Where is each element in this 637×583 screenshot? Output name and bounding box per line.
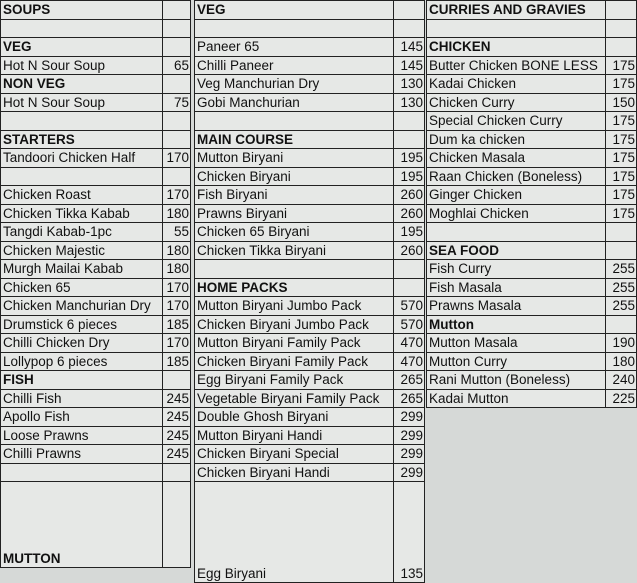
item-price: 240 [606,371,637,390]
menu-item-row [427,75,637,94]
item-price: 130 [394,93,425,112]
menu-table-2 [194,0,425,583]
item-price: 195 [394,149,425,168]
item-name: Double Ghosh Biryani [195,408,394,427]
item-name: Mutton Curry [427,352,606,371]
section-title: VEG [1,38,163,57]
menu-item-row [195,241,425,260]
item-name: Mutton Biryani Handi [195,426,394,445]
item-name: Tangdi Kabab-1pc [1,223,163,242]
section-header-row [1,75,191,94]
item-price [163,167,191,186]
item-name: Mutton Biryani Jumbo Pack [195,297,394,316]
section-header-row [427,315,637,334]
item-price: 175 [606,56,637,75]
item-price: 150 [606,93,637,112]
menu-item-row [1,445,191,464]
item-name: Dum ka chicken [427,130,606,149]
item-name: Prawns Masala [427,297,606,316]
item-name: Mutton Biryani Family Pack [195,334,394,353]
menu-item-row [1,334,191,353]
menu-item-row [427,260,637,279]
item-name: Fish Biryani [195,186,394,205]
menu-item-row [195,186,425,205]
item-price: 299 [394,426,425,445]
item-name: Chilli Paneer [195,56,394,75]
item-price: 245 [163,445,191,464]
blank-row [195,19,425,38]
section-title: VEG [195,1,394,20]
section-header-row [427,241,637,260]
menu-item-row [427,334,637,353]
item-price: 299 [394,408,425,427]
section-header-row [1,482,191,568]
item-price [163,19,191,38]
blank-row [1,463,191,482]
section-header-row [427,38,637,57]
menu-item-row [195,426,425,445]
item-price [163,130,191,149]
menu-item-row [195,389,425,408]
item-price [163,75,191,94]
section-title: HOME PACKS [195,278,394,297]
item-price: 175 [606,130,637,149]
item-name: Chicken Biryani Special [195,445,394,464]
item-name: Chicken Masala [427,149,606,168]
menu-item-row [1,352,191,371]
item-name: Rani Mutton (Boneless) [427,371,606,390]
menu-item-row [427,278,637,297]
item-name [1,19,163,38]
item-name: Fish Curry [427,260,606,279]
item-price: 180 [163,204,191,223]
item-name: Vegetable Biryani Family Pack [195,389,394,408]
item-name: Chicken Manchurian Dry [1,297,163,316]
item-name: Chicken 65 [1,278,163,297]
item-price: 180 [163,241,191,260]
menu-item-row [195,149,425,168]
menu-item-row [195,334,425,353]
menu-item-row [195,371,425,390]
menu-item-row [195,93,425,112]
item-price: 175 [606,149,637,168]
item-price: 195 [394,167,425,186]
item-price: 185 [163,315,191,334]
menu-item-row [195,223,425,242]
item-price: 175 [606,186,637,205]
item-price: 299 [394,445,425,464]
item-price [606,241,637,260]
menu-column-2 [194,0,425,583]
menu-item-row [427,130,637,149]
menu-item-row [427,371,637,390]
menu-item-row [1,260,191,279]
section-title: CURRIES AND GRAVIES [427,1,606,20]
section-title: SEA FOOD [427,241,606,260]
item-name: Tandoori Chicken Half [1,149,163,168]
item-name: Gobi Manchurian [195,93,394,112]
menu-item-row [195,315,425,334]
menu-table-1 [0,0,191,568]
menu-item-row [195,38,425,57]
item-name: Mutton Masala [427,334,606,353]
section-header-row [195,278,425,297]
item-price: 130 [394,75,425,94]
item-price: 65 [163,56,191,75]
item-name [195,260,394,279]
item-price [606,1,637,20]
menu-item-row [427,186,637,205]
item-price [163,463,191,482]
item-price: 245 [163,426,191,445]
blank-row [195,260,425,279]
item-name: Chicken Biryani Family Pack [195,352,394,371]
menu-item-row [1,278,191,297]
item-price: 170 [163,278,191,297]
item-price: 145 [394,56,425,75]
item-price: 255 [606,297,637,316]
menu-item-row [195,463,425,482]
item-price: 245 [163,408,191,427]
item-price: 225 [606,389,637,408]
item-name: Chilli Chicken Dry [1,334,163,353]
item-price: 170 [163,297,191,316]
menu-item-row [1,223,191,242]
item-name: Chicken Majestic [1,241,163,260]
item-name: Mutton Biryani [195,149,394,168]
item-price: 75 [163,93,191,112]
item-name: Chicken 65 Biryani [195,223,394,242]
item-price: 175 [606,75,637,94]
item-price [163,371,191,390]
item-price: 170 [163,186,191,205]
item-price [163,112,191,131]
item-price: 180 [163,260,191,279]
item-name [1,112,163,131]
menu-item-row [1,149,191,168]
item-name [1,167,163,186]
item-price [606,223,637,242]
item-name [195,112,394,131]
section-header-row [1,130,191,149]
menu-item-row [1,315,191,334]
item-name: Fish Masala [427,278,606,297]
menu-item-row [1,241,191,260]
menu-item-row [195,482,425,583]
item-price: 245 [163,389,191,408]
blank-row [1,19,191,38]
item-name: Special Chicken Curry [427,112,606,131]
item-price: 185 [163,352,191,371]
item-price: 135 [394,482,425,583]
item-name: Chilli Prawns [1,445,163,464]
item-name: Lollypop 6 pieces [1,352,163,371]
item-name: Chicken Tikka Biryani [195,241,394,260]
item-price: 195 [394,223,425,242]
item-price [163,482,191,568]
item-name: Chicken Curry [427,93,606,112]
item-price: 175 [606,204,637,223]
blank-row [1,167,191,186]
blank-row [195,112,425,131]
menu-item-row [1,408,191,427]
item-price [606,315,637,334]
menu-item-row [195,75,425,94]
menu-item-row [1,297,191,316]
item-price [394,19,425,38]
item-price: 175 [606,112,637,131]
section-title: FISH [1,371,163,390]
item-name: Chicken Biryani Jumbo Pack [195,315,394,334]
section-title: Mutton [427,315,606,334]
item-price: 570 [394,297,425,316]
menu-item-row [195,408,425,427]
section-title: MAIN COURSE [195,130,394,149]
item-name: Paneer 65 [195,38,394,57]
section-title: CHICKEN [427,38,606,57]
item-name: Loose Prawns [1,426,163,445]
menu-column-1 [0,0,191,568]
menu-item-row [427,297,637,316]
item-name: Chilli Fish [1,389,163,408]
item-price: 190 [606,334,637,353]
menu-item-row [195,56,425,75]
item-name: Drumstick 6 pieces [1,315,163,334]
item-name: Egg Biryani Family Pack [195,371,394,390]
section-title: NON VEG [1,75,163,94]
item-price: 145 [394,38,425,57]
blank-row [1,112,191,131]
menu-item-row [427,149,637,168]
item-name [427,19,606,38]
item-name: Kadai Chicken [427,75,606,94]
item-price: 255 [606,260,637,279]
menu-item-row [1,389,191,408]
blank-row [427,19,637,38]
menu-item-row [1,93,191,112]
item-price: 175 [606,167,637,186]
section-header-row [195,1,425,20]
menu-column-3 [426,0,637,408]
menu-item-row [427,112,637,131]
item-price [394,1,425,20]
item-price [394,260,425,279]
item-price: 255 [606,278,637,297]
item-name: Egg Biryani [195,482,394,583]
item-name [427,223,606,242]
item-name: Prawns Biryani [195,204,394,223]
menu-table-3 [426,0,637,408]
item-name: Hot N Sour Soup [1,56,163,75]
item-price [394,278,425,297]
item-name [195,19,394,38]
item-price: 260 [394,204,425,223]
section-header-row [1,1,191,20]
section-header-row [1,38,191,57]
item-price: 260 [394,241,425,260]
section-title: MUTTON [1,482,163,568]
item-name: Moghlai Chicken [427,204,606,223]
section-title: STARTERS [1,130,163,149]
item-price [394,112,425,131]
menu-item-row [195,167,425,186]
item-name: Apollo Fish [1,408,163,427]
item-name: Chicken Biryani [195,167,394,186]
blank-row [427,223,637,242]
item-price: 180 [606,352,637,371]
item-name: Chicken Roast [1,186,163,205]
item-price: 55 [163,223,191,242]
menu-item-row [427,389,637,408]
menu-item-row [427,93,637,112]
item-price [606,19,637,38]
menu-item-row [427,167,637,186]
menu-item-row [427,204,637,223]
item-name: Chicken Tikka Kabab [1,204,163,223]
section-header-row [1,371,191,390]
item-price [606,38,637,57]
item-name [1,463,163,482]
menu-item-row [195,297,425,316]
item-price: 265 [394,389,425,408]
menu-item-row [1,204,191,223]
item-price: 570 [394,315,425,334]
menu-item-row [427,352,637,371]
menu-item-row [195,352,425,371]
menu-item-row [195,204,425,223]
item-price: 170 [163,334,191,353]
item-name: Veg Manchurian Dry [195,75,394,94]
section-header-row [195,130,425,149]
item-price [394,130,425,149]
item-price: 170 [163,149,191,168]
section-title: SOUPS [1,1,163,20]
item-name: Ginger Chicken [427,186,606,205]
menu-item-row [427,56,637,75]
item-name: Hot N Sour Soup [1,93,163,112]
item-price [163,1,191,20]
item-name: Kadai Mutton [427,389,606,408]
item-name: Murgh Mailai Kabab [1,260,163,279]
item-name: Chicken Biryani Handi [195,463,394,482]
item-price [163,38,191,57]
item-price: 299 [394,463,425,482]
item-price: 260 [394,186,425,205]
menu-item-row [195,445,425,464]
menu-item-row [1,56,191,75]
item-price: 470 [394,352,425,371]
item-name: Butter Chicken BONE LESS [427,56,606,75]
item-name: Raan Chicken (Boneless) [427,167,606,186]
menu-item-row [1,426,191,445]
item-price: 265 [394,371,425,390]
item-price: 470 [394,334,425,353]
menu-item-row [1,186,191,205]
section-header-row [427,1,637,20]
